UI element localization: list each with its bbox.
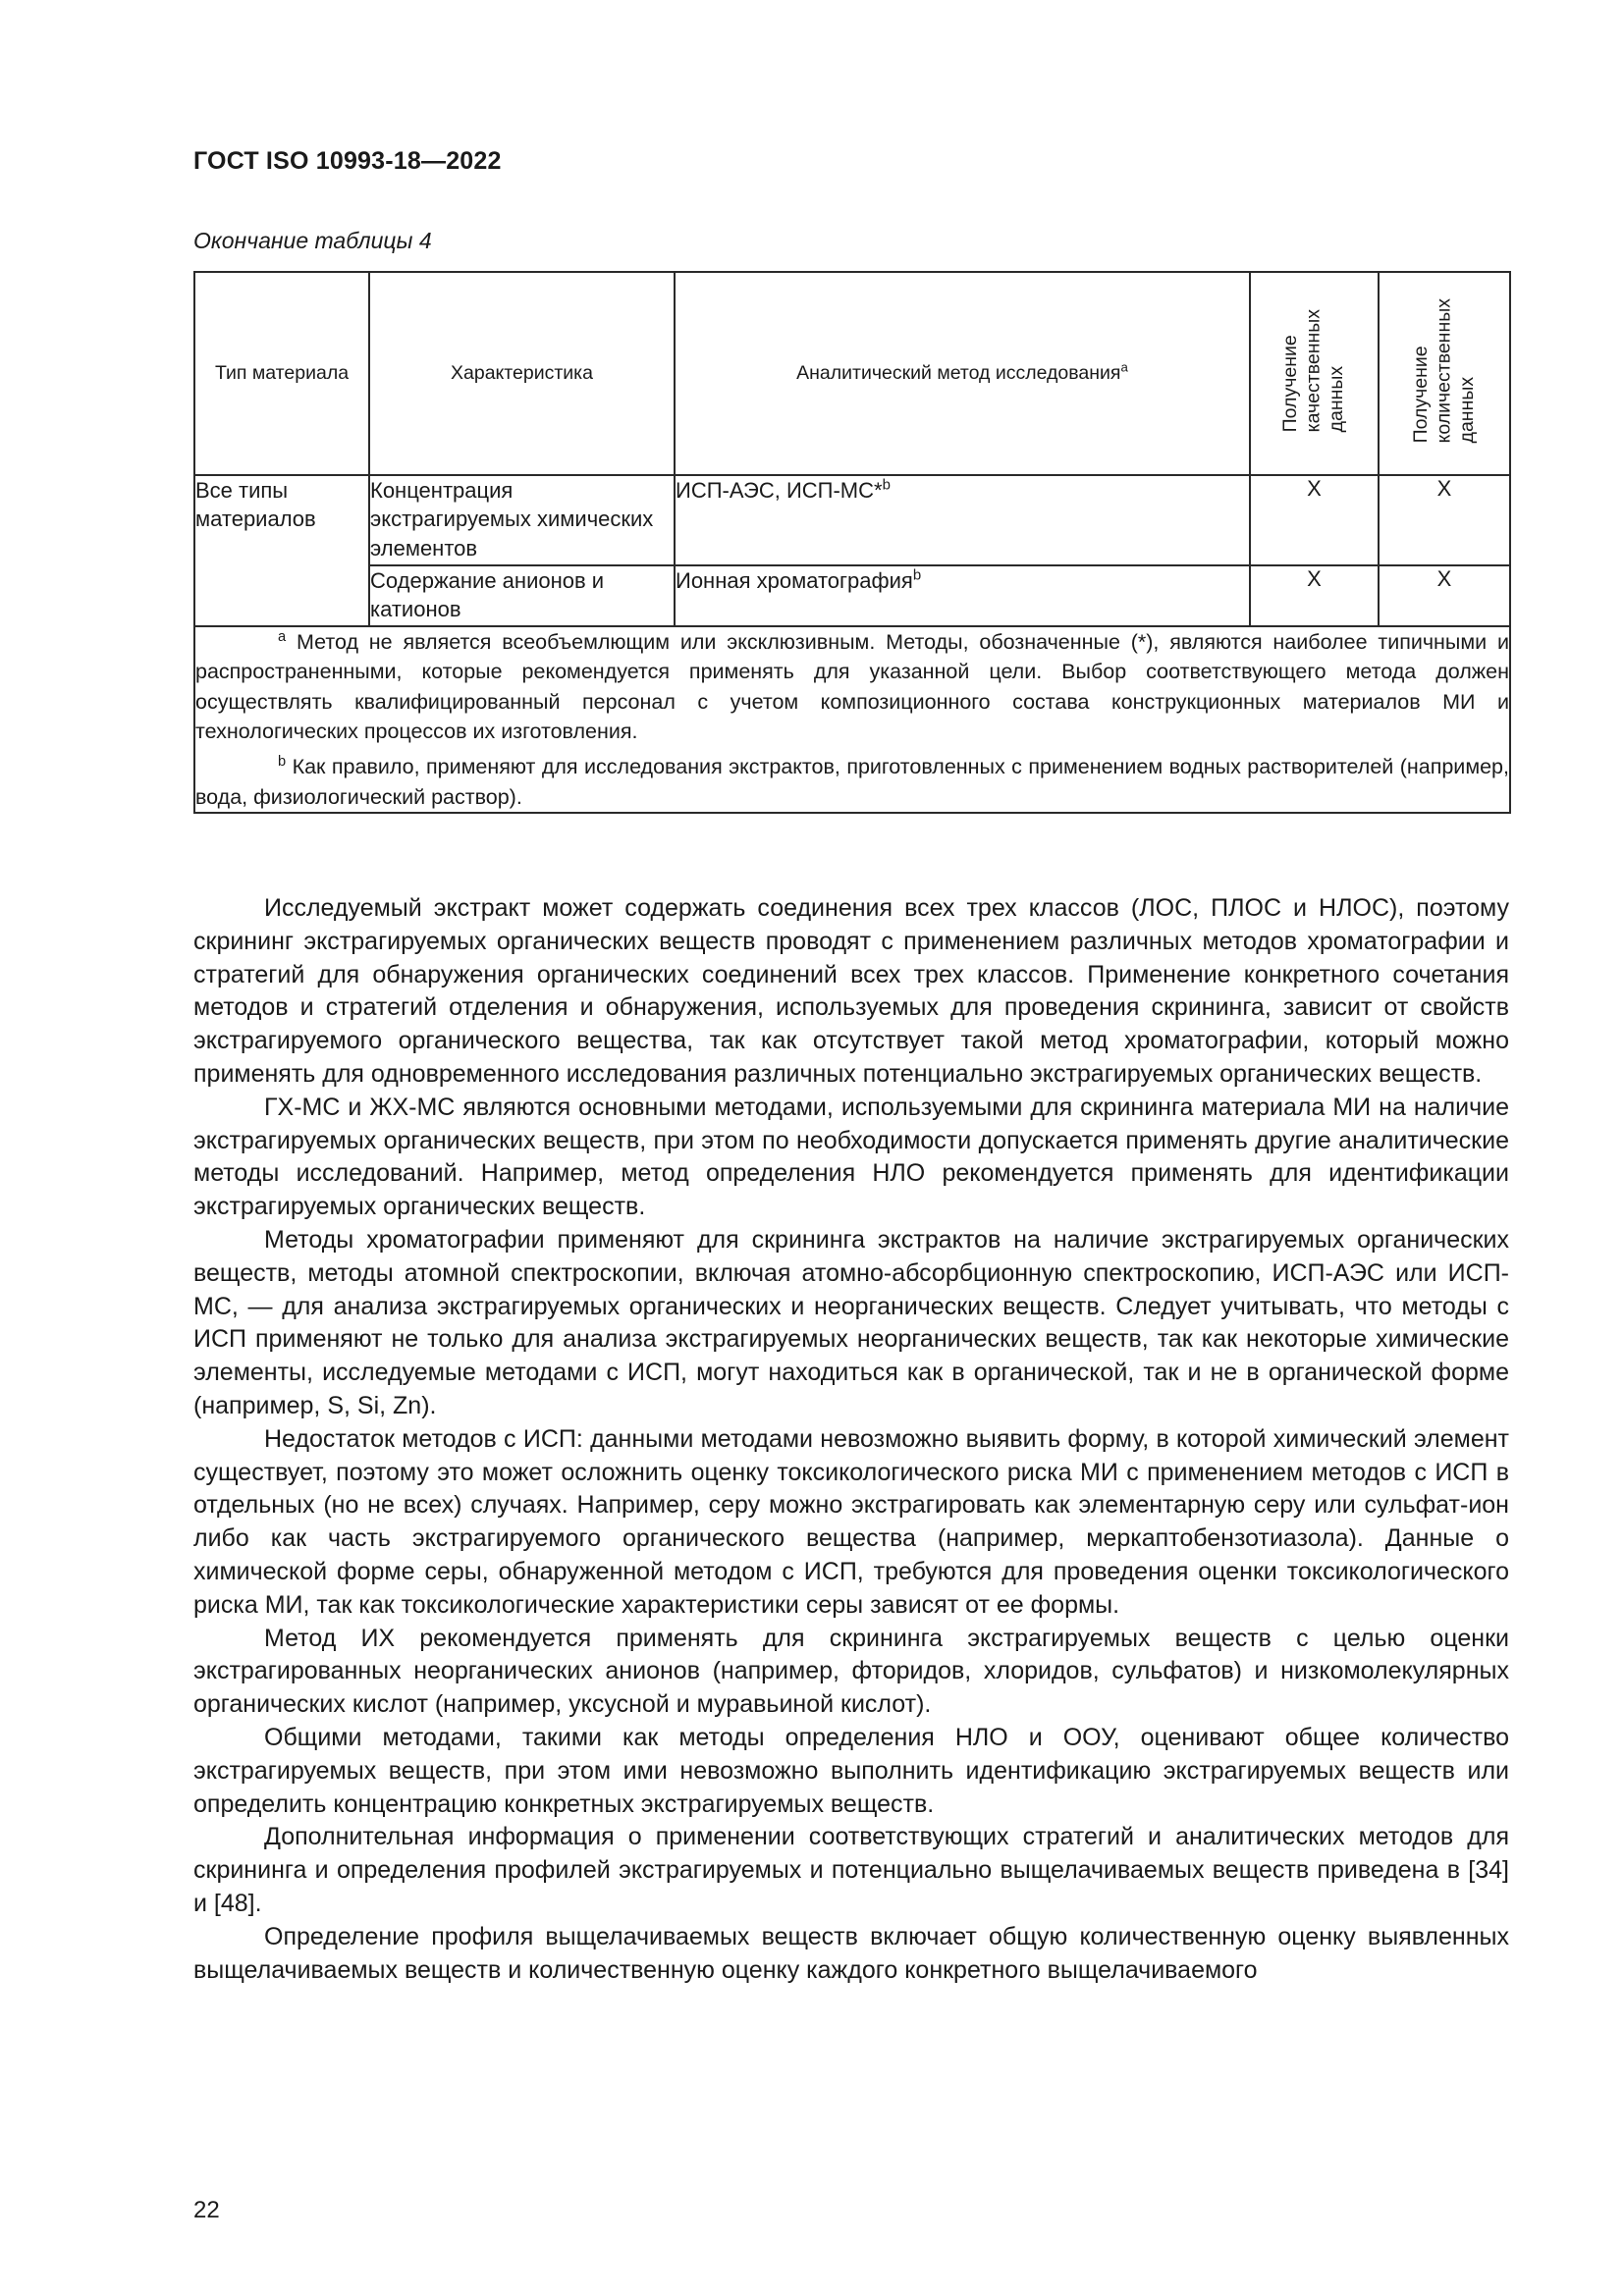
paragraph: Дополнительная информация о применении соответствующих стратегий и аналитических методов для скрининга и определения профилей экстрагируемых и потенциально выщелачиваемых веществ приведена в [34] и [48].: [193, 1823, 1509, 1917]
table-footnotes: [194, 626, 1510, 813]
cell-qualitative-mark: X: [1250, 475, 1379, 565]
paragraph: Исследуемый экстракт может содержать соединения всех трех классов (ЛОС, ПЛОС и НЛОС), поэтому скрининг экстрагируемых органических веществ проводят с применением различных методов хроматографии и стратегий для обнаружения органических соединений всех трех классов. Применение конкретного сочетания методов и стратегий отделения и обнаружения, используемых для проведения скрининга, зависит от свойств экстрагируемого органического вещества, так как отсутствует такой метод хроматографии, который можно применять для одновременного исследования различных потенциально экстрагируемых органических веществ.: [193, 894, 1509, 1088]
methods-table: [193, 271, 1511, 814]
table-notes-row: [194, 626, 1510, 813]
column-header-method: Аналитический метод исследования$^a$: [675, 272, 1250, 475]
column-header-type: Тип материала: [194, 272, 369, 475]
table-header-row: [194, 272, 1510, 475]
column-header-quantitative: Получение количественных данных: [1379, 272, 1510, 475]
column-header-characteristic: Характеристика: [369, 272, 675, 475]
cell-quantitative-mark: X: [1379, 565, 1510, 626]
page-number: 22: [193, 2197, 220, 2223]
cell-quantitative-mark: X: [1379, 475, 1510, 565]
footnote-a: $^a$ Метод не является всеобъемлющим или эксклюзивным. Методы, обозначенные (*), являются наиболее типичными и распространенными, которые рекомендуется применять для указанной цели. Выбор соответствующего метода должен осуществлять квалифицированный персонал с учетом композиционного состава конструкционных материалов МИ и технологических процессов их изготовления.: [195, 628, 1509, 743]
paragraph: ГХ-МС и ЖХ-МС являются основными методами, используемыми для скрининга материала МИ на наличие экстрагируемых органических веществ, при этом по необходимости допускается применять другие аналитические методы исследований. Например, метод определения НЛО рекомендуется применять для идентификации экстрагируемых органических веществ.: [193, 1093, 1509, 1221]
footnote-b: $^b$ Как правило, применяют для исследования экстрактов, приготовленных с применением водных растворителей (например, вода, физиологический раствор).: [195, 754, 1509, 809]
table-row: [194, 475, 1510, 565]
cell-method: ИСП-АЭС, ИСП-МС*$^b$: [675, 475, 1250, 565]
cell-characteristic: Концентрация экстрагируемых химических элементов: [369, 475, 675, 565]
cell-characteristic: Содержание анионов и катионов: [369, 565, 675, 626]
paragraph: Метод ИХ рекомендуется применять для скрининга экстрагируемых веществ с целью оценки экстрагированных неорганических анионов (например, фторидов, хлоридов, сульфатов) и низкомолекулярных органических кислот (например, уксусной и муравьиной кислот).: [193, 1624, 1509, 1719]
paragraph: Недостаток методов с ИСП: данными методами невозможно выявить форму, в которой химический элемент существует, поэтому это может осложнить оценку токсикологического риска МИ с применением методов с ИСП в отдельных (но не всех) случаях. Например, серу можно экстрагировать как элементарную серу или сульфат-ион либо как часть экстрагируемого органического вещества (например, меркаптобензотиазола). Данные о химической форме серы, обнаруженной методом с ИСП, требуются для проведения оценки токсикологического риска МИ, так как токсикологические характеристики серы зависят от ее формы.: [193, 1424, 1509, 1619]
table-row: [194, 565, 1510, 626]
column-header-qualitative: Получение качественных данных: [1250, 272, 1379, 475]
body-text: [193, 892, 1509, 1987]
document-header: ГОСТ ISO 10993-18—2022: [193, 147, 502, 175]
cell-qualitative-mark: X: [1250, 565, 1379, 626]
paragraph: Методы хроматографии применяют для скрининга экстрактов на наличие экстрагируемых органических веществ, методы атомной спектроскопии, включая атомно-абсорбционную спектроскопию, ИСП-АЭС или ИСП-МС, — для анализа экстрагируемых органических и неорганических веществ. Следует учитывать, что методы с ИСП применяют не только для анализа экстрагируемых неорганических веществ, так как некоторые химические элементы, исследуемые методами с ИСП, могут находиться как в органической, так и не в органической форме (например, S, Si, Zn).: [193, 1225, 1509, 1419]
paragraph: Общими методами, такими как методы определения НЛО и ООУ, оценивают общее количество экстрагируемых веществ, при этом ими невозможно выполнить идентификацию экстрагируемых веществ или определить концентрацию конкретных экстрагируемых веществ.: [193, 1723, 1509, 1818]
table-caption: Окончание таблицы 4: [193, 228, 432, 253]
footnote-ref-a: a: [1120, 359, 1128, 375]
cell-material-type: Все типы материалов: [194, 475, 369, 626]
paragraph: Определение профиля выщелачиваемых веществ включает общую количественную оценку выявленных выщелачиваемых веществ и количественную оценку каждого конкретного выщелачиваемого: [193, 1922, 1509, 1984]
cell-method: Ионная хроматография$^b$: [675, 565, 1250, 626]
